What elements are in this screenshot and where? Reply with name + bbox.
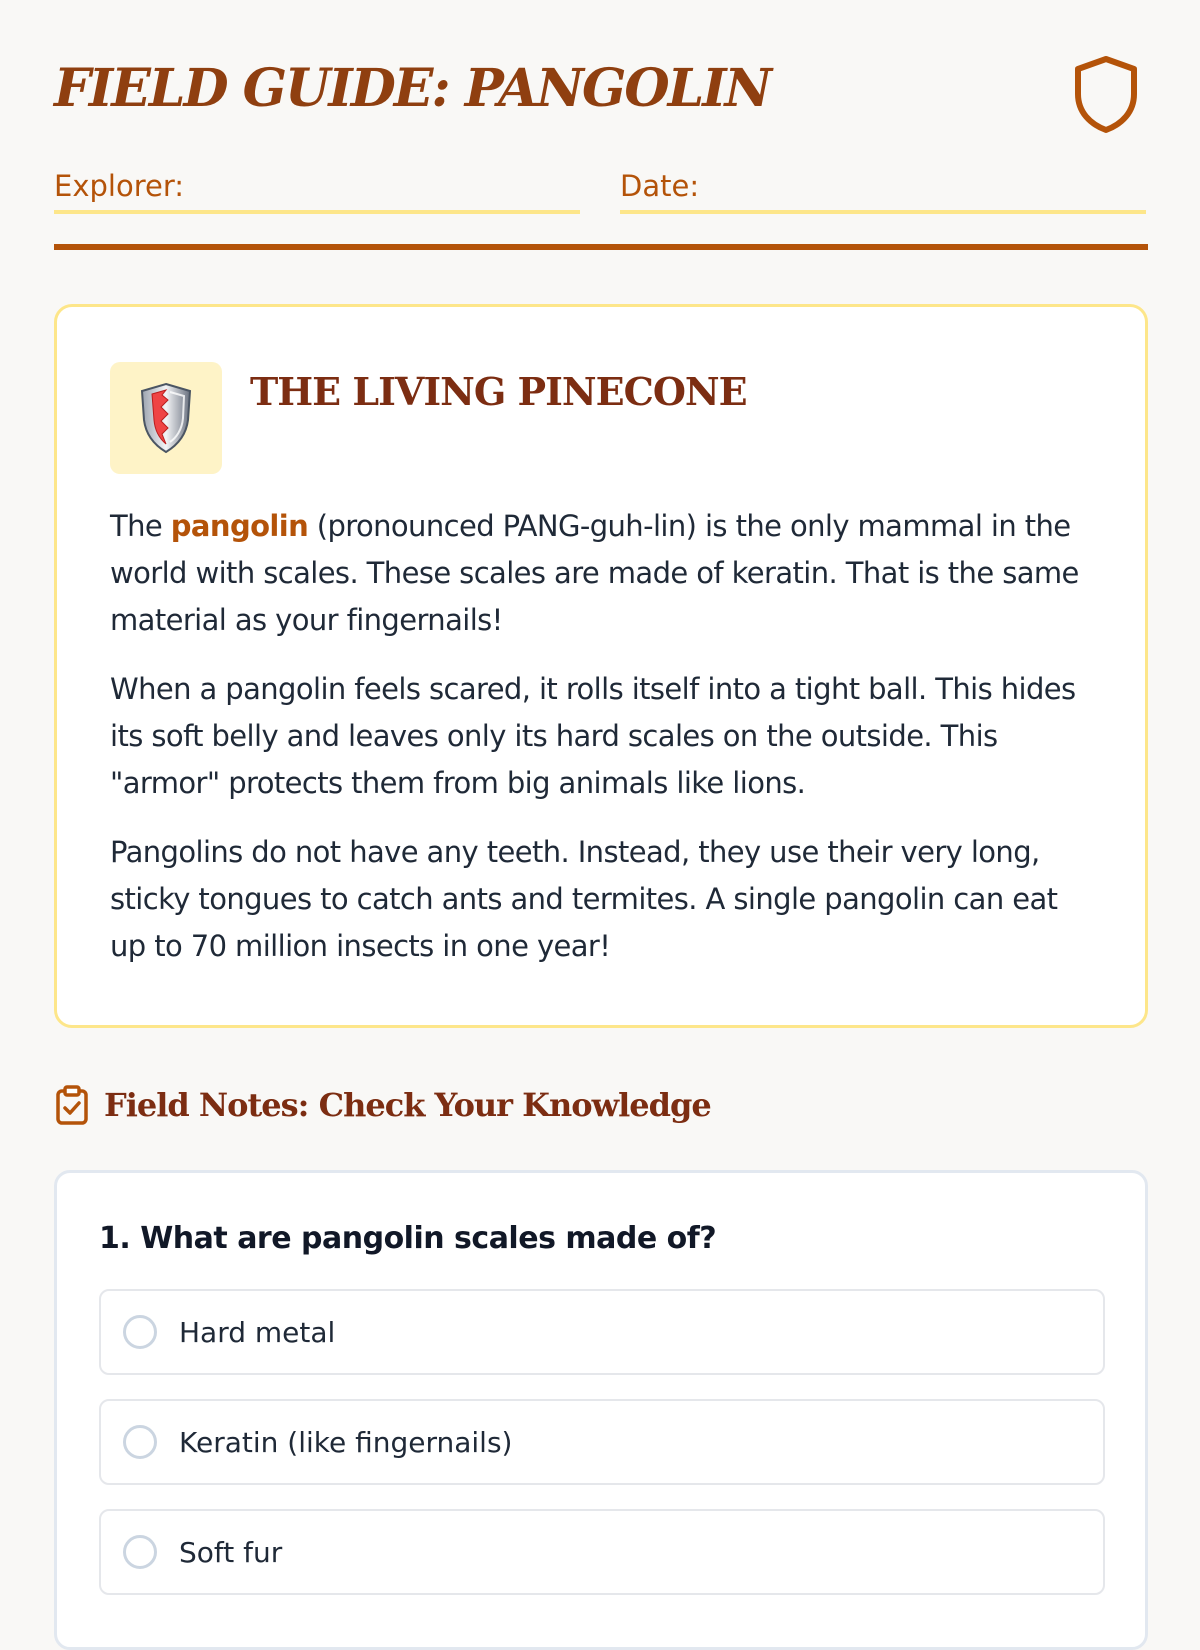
clipboard-check-icon	[54, 1085, 90, 1125]
quiz-question: 1. What are pangolin scales made of?	[99, 1221, 717, 1256]
date-field[interactable]	[620, 166, 1146, 214]
highlight-term: pangolin	[170, 509, 309, 543]
quiz-option[interactable]	[99, 1399, 1105, 1485]
quiz-option[interactable]	[99, 1289, 1105, 1375]
explorer-field[interactable]	[54, 166, 580, 214]
radio-button[interactable]	[123, 1425, 157, 1459]
shield-emoji-icon	[140, 382, 192, 454]
story-body	[110, 503, 1100, 992]
story-paragraph-1	[110, 503, 1100, 644]
option-label: Soft fur	[179, 1535, 283, 1569]
field-notes-heading	[54, 1085, 711, 1125]
story-card	[54, 304, 1148, 1028]
story-badge	[110, 362, 222, 474]
story-paragraph-3: Pangolins do not have any teeth. Instead, they use their very long, sticky tongues to catch ants and termites. A single pangolin can eat up to 70 million insects in one year!	[110, 835, 1058, 963]
quiz-card	[54, 1170, 1148, 1650]
para1-text-end: (pronounced PANG-guh-lin) is the only mammal in the world with scales. These scales are made of keratin. That is the same material as your fingernails!	[110, 509, 1079, 637]
para1-text-start: The	[110, 509, 171, 543]
shield-icon	[1072, 54, 1140, 134]
field-notes-title: Field Notes: Check Your Knowledge	[104, 1086, 711, 1124]
quiz-option[interactable]	[99, 1509, 1105, 1595]
date-label: Date:	[620, 169, 700, 203]
radio-button[interactable]	[123, 1535, 157, 1569]
radio-button[interactable]	[123, 1315, 157, 1349]
story-heading: THE LIVING PINECONE	[250, 369, 747, 414]
explorer-label: Explorer:	[54, 169, 185, 203]
page-title: FIELD GUIDE: PANGOLIN	[54, 58, 771, 119]
story-paragraph-2: When a pangolin feels scared, it rolls itself into a tight ball. This hides its soft belly and leaves only its hard scales on the outside. This "armor" protects them from big animals like lions.	[110, 672, 1076, 800]
option-label: Hard metal	[179, 1315, 336, 1349]
option-label: Keratin (like fingernails)	[179, 1425, 513, 1459]
header-divider	[54, 244, 1148, 250]
